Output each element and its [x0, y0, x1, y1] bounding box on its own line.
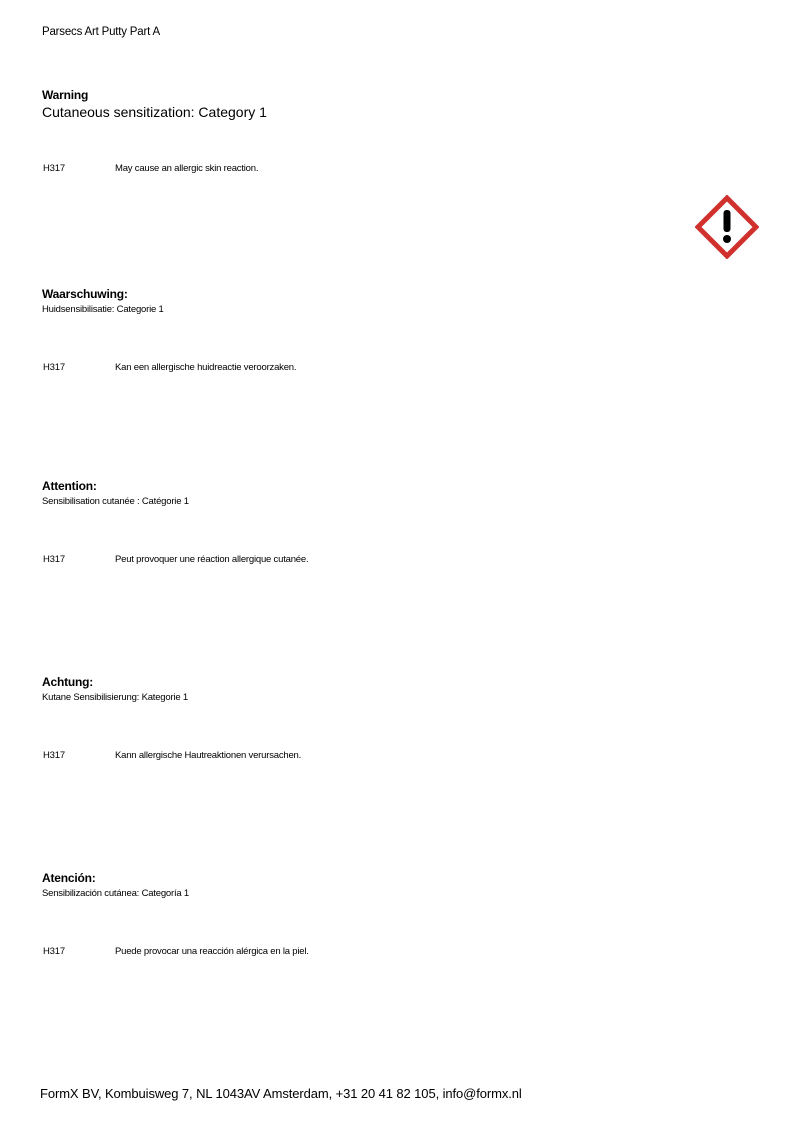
document-title: Parsecs Art Putty Part A [42, 26, 160, 38]
hazard-statement-text: Kan een allergische huidreactie veroorzaken. [115, 362, 297, 373]
hazard-statement-text: Kann allergische Hautreaktionen verursachen. [115, 750, 302, 761]
hazard-statement-code: H317 [43, 362, 65, 373]
hazard-statement-code: H317 [43, 946, 65, 957]
hazard-statement-text: Peut provoquer une réaction allergique cutanée. [115, 554, 309, 565]
footer-contact: FormX BV, Kombuisweg 7, NL 1043AV Amsterdam, +31 20 41 82 105, info@formx.nl [40, 1086, 522, 1101]
hazard-class: Sensibilización cutánea: Categoría 1 [42, 888, 190, 899]
signal-word: Warning [42, 88, 89, 102]
hazard-section-fr [42, 479, 682, 565]
hazard-section-nl [42, 287, 682, 373]
signal-word: Waarschuwing: [42, 287, 128, 301]
signal-word: Attention: [42, 479, 97, 493]
hazard-class: Sensibilisation cutanée : Catégorie 1 [42, 496, 189, 507]
hazard-class: Huidsensibilisatie: Categorie 1 [42, 304, 164, 315]
hazard-statement-code: H317 [43, 554, 65, 565]
hazard-statement-code: H317 [43, 163, 65, 174]
signal-word: Atención: [42, 871, 96, 885]
hazard-statement-code: H317 [43, 750, 65, 761]
hazard-statement-text: May cause an allergic skin reaction. [115, 163, 259, 174]
hazard-statement-text: Puede provocar una reacción alérgica en la piel. [115, 946, 309, 957]
ghs07-exclamation-mark-icon [695, 195, 759, 259]
hazard-class: Kutane Sensibilisierung: Kategorie 1 [42, 692, 188, 703]
signal-word: Achtung: [42, 675, 94, 689]
hazard-section-de [42, 675, 682, 761]
hazard-section-en [42, 88, 682, 174]
ghs-pictogram [695, 195, 759, 259]
hazard-section-es [42, 871, 682, 957]
hazard-class: Cutaneous sensitization: Category 1 [42, 104, 267, 120]
